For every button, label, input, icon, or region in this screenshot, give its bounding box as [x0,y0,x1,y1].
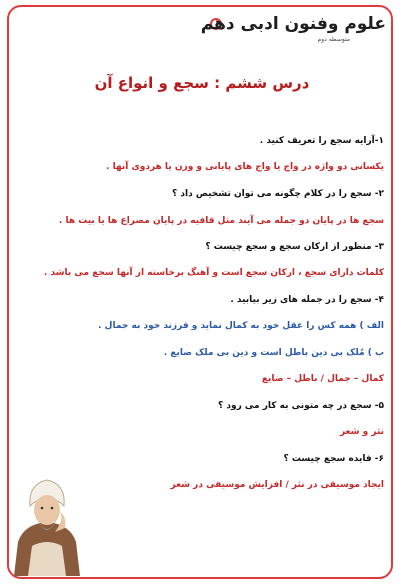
question-6: ۶- فایده سجع چیست ؟ [283,454,384,464]
question-3: ۳- منظور از ارکان سجع و سجع چیست ؟ [205,242,384,252]
sentence-b: ب ) مُلک بی دین باطل است و دین بی ملک ضایع . [163,348,384,358]
brand-subtitle: متوسطه دوم [317,36,350,43]
answer-3: کلمات دارای سجع ، ارکان سجع است و آهنگ برخاسته از آنها سجع می باشد . [43,268,384,278]
question-1: ۱-آرایه سجع را تعریف کنید . [259,136,384,146]
answer-2: سجع ها در پایان دو جمله می آیند مثل قافیه در پایان مصراع ها یا بیت ها . [58,216,384,226]
question-2: ۲- سجع را در کلام چگونه می توان تشخیص داد ؟ [172,189,384,199]
answer-5: نثر و شعر [339,427,384,437]
brand-title: علوم وفنون ادبی دهم [200,14,386,34]
question-4: ۴- سجع را در جمله های زیر بیابید . [230,295,384,305]
header-logo [200,14,386,54]
sentence-a: الف ) همه کس را عقل خود به کمال نماید و فرزند خود به جمال . [98,321,384,331]
answer-1: یکسانی دو واژه در واج یا واج های پایانی و وزن یا هردوی آنها . [106,162,384,172]
question-5: ۵- سجع در چه متونی به کار می رود ؟ [218,401,384,411]
lesson-title: درس ششم : سجع و انواع آن [94,74,310,92]
answer-4: کمال – جمال / باطل – ضایع [261,374,384,384]
answer-6: ایجاد موسیقی در نثر / افزایش موسیقی در شعر [170,480,384,490]
poet-portrait-icon [10,472,84,576]
